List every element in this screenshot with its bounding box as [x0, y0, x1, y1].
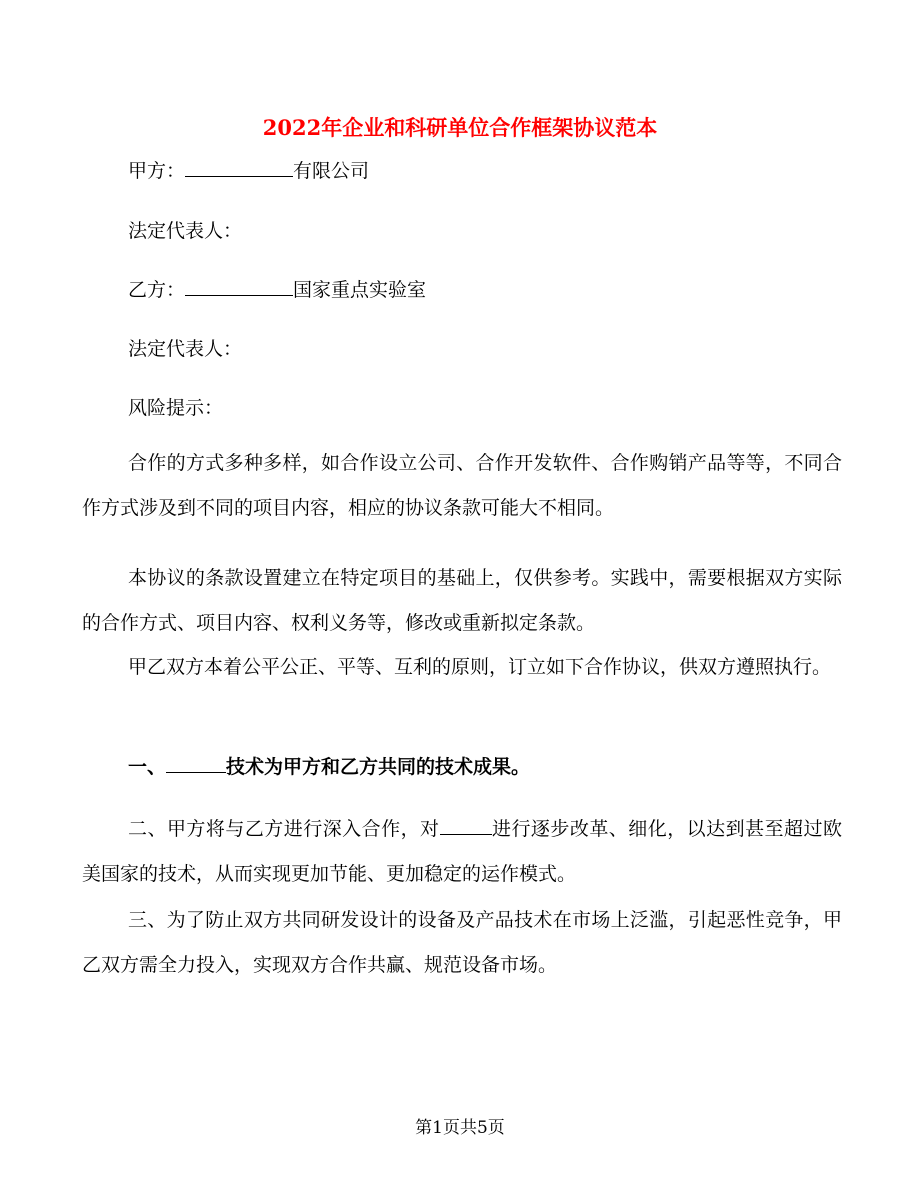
- clause-2-blank[interactable]: [440, 816, 492, 835]
- party-b-suffix: 国家重点实验室: [293, 279, 427, 301]
- party-a-blank[interactable]: [185, 158, 293, 177]
- clause-2-prefix: 二、甲方将与乙方进行深入合作，对: [128, 818, 440, 840]
- risk-paragraph-2: 本协议的条款设置建立在特定项目的基础上，仅供参考。实践中，需要根据双方实际的合作方式、项目内容、权利义务等，修改或重新拟定条款。: [82, 567, 842, 634]
- party-a-line: [128, 158, 369, 183]
- document-title: 2022年企业和科研单位合作框架协议范本: [262, 115, 658, 140]
- clause-1: [82, 745, 842, 790]
- clause-1-blank[interactable]: [166, 754, 226, 773]
- party-b-line: [128, 277, 426, 302]
- risk-paragraph-1: 合作的方式多种多样，如合作设立公司、合作开发软件、合作购销产品等等，不同合作方式涉及到不同的项目内容，相应的协议条款可能大不相同。: [82, 452, 842, 519]
- page-number-footer: 第1页共5页: [415, 1118, 505, 1138]
- party-a-suffix: 有限公司: [293, 160, 370, 182]
- party-a-representative: 法定代表人：: [128, 220, 243, 242]
- party-b-blank[interactable]: [185, 277, 293, 296]
- clause-2-suffix: 进行逐步改革、细化，以达到甚至超过欧美国家的技术，从而实现更加节能、更加稳定的运作模式。: [82, 818, 842, 885]
- party-a-prefix: 甲方：: [128, 160, 186, 182]
- risk-heading: 风险提示：: [128, 397, 224, 419]
- clause-1-suffix: 技术为甲方和乙方共同的技术成果。: [226, 756, 531, 778]
- clause-1-prefix: 一、: [128, 756, 167, 778]
- party-b-prefix: 乙方：: [128, 279, 186, 301]
- party-b-representative: 法定代表人：: [128, 338, 243, 360]
- preamble-paragraph: 甲乙双方本着公平公正、平等、互利的原则，订立如下合作协议，供双方遵照执行。: [128, 656, 832, 678]
- clause-3: 三、为了防止双方共同研发设计的设备及产品技术在市场上泛滥，引起恶性竞争，甲乙双方需全力投入，实现双方合作共赢、规范设备市场。: [82, 909, 842, 976]
- clause-2: [82, 807, 842, 897]
